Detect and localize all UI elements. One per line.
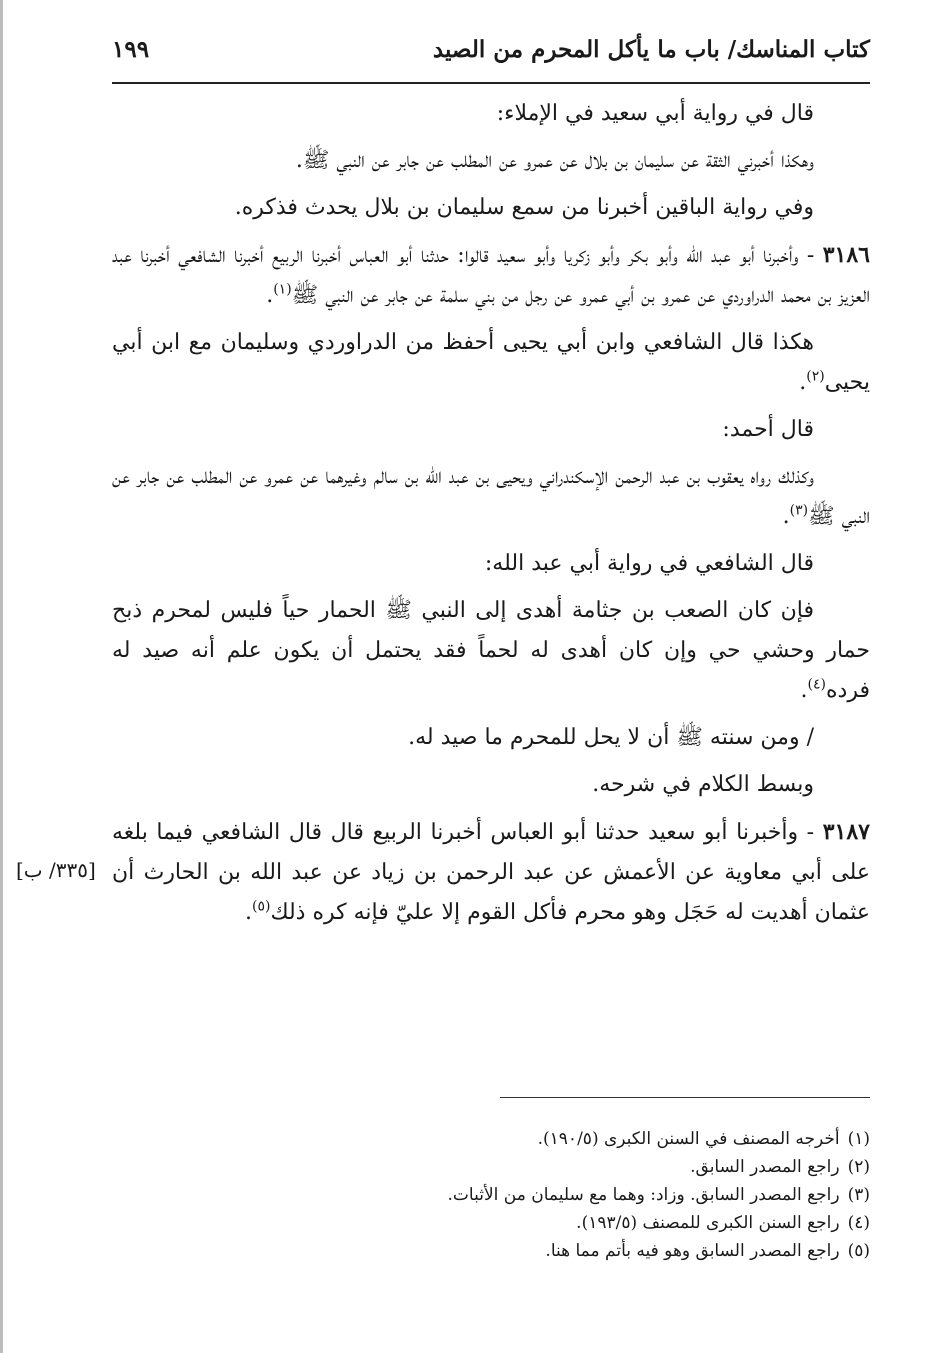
paragraph-9-text: فإن كان الصعب بن جثامة أهدى إلى النبي ﷺ الحمار حياً فليس لمحرم ذبح حمار وحشي حي وإن كان أهدى له لحماً فقد يحتمل أن يكون علم أنه صيد له فرده	[112, 598, 870, 703]
paragraph-6	[112, 410, 870, 450]
header-rule	[112, 82, 870, 84]
main-text	[112, 94, 870, 940]
footnote-number: (١)	[847, 1129, 870, 1149]
paragraph-7: وكذلك رواه يعقوب بن عبد الرحمن الإسكندراني ويحيى بن عبد الله بن سالم وغيرهما عن عمرو عن المطلب عن جابر عن النبي ﷺ$^{(٣)}$.	[112, 464, 870, 529]
hadith-3186: ٣١٨٦ - وأخبرنا أبو عبد الله وأبو بكر وأبو زكريا وأبو سعيد قالوا: حدثنا أبو العباس أخبرنا الربيع أخبرنا الشافعي أخبرنا عبد العزيز بن محمد الدراوردي عن عمرو بن أبي عمرو عن رجل من بني سلمة عن جابر عن النبي ﷺ$^{(١)}$.	[112, 242, 870, 308]
paragraph-5: هكذا قال الشافعي وابن أبي يحيى أحفظ من الدراوردي وسليمان مع ابن أبي يحيى$^{(٢)}$.	[112, 330, 870, 395]
footnotes	[112, 1126, 870, 1266]
paragraph-9: فإن كان الصعب بن جثامة أهدى إلى النبي ﷺ الحمار حياً فليس لمحرم ذبح حمار وحشي حي وإن كان أهدى له لحماً فقد يحتمل أن يكون علم أنه صيد له فرده$^{(٤)}$.	[112, 598, 870, 703]
paragraph-5-text: هكذا قال الشافعي وابن أبي يحيى أحفظ من الدراوردي وسليمان مع ابن أبي يحيى	[112, 330, 870, 395]
paragraph-2-text: وهكذا أخبرني الثقة عن سليمان بن بلال عن عمرو عن المطلب عن جابر عن النبي ﷺ.	[295, 148, 814, 173]
paragraph-1-text: قال في رواية أبي سعيد في الإملاء:	[496, 101, 814, 126]
paragraph-8	[112, 544, 870, 584]
footnote-number: (٤)	[847, 1213, 870, 1233]
footnote-text: راجع المصدر السابق وهو فيه بأتم مما هنا.	[545, 1241, 840, 1261]
running-header	[112, 30, 870, 70]
footnote-ref-4[interactable]: (٤)	[807, 676, 827, 693]
footnote-rule	[500, 1097, 870, 1098]
hadith-3187-text: - وأخبرنا أبو سعيد حدثنا أبو العباس أخبرنا الربيع قال قال الشافعي فيما بلغه على أبي معاوية عن الأعمش عن عبد الرحمن بن زياد عن عبد الله بن الحارث أن عثمان أهديت له حَجَل وهو محرم فأكل القوم إلا عليّ فإنه كره ذلك	[112, 820, 870, 925]
paragraph-8-text: قال الشافعي في رواية أبي عبد الله:	[484, 551, 814, 576]
footnote-text: راجع المصدر السابق. وزاد: وهما مع سليمان من الأثبات.	[447, 1185, 840, 1205]
paragraph-3	[112, 188, 870, 228]
paragraph-1	[112, 94, 870, 134]
footnote-3	[112, 1182, 870, 1208]
paragraph-11	[112, 765, 870, 805]
manuscript-folio-marker: [٣٣٥/ ب]	[16, 858, 96, 882]
paragraph-10	[112, 718, 870, 758]
footnote-ref-3[interactable]: (٣)	[789, 502, 809, 519]
hadith-number: ٣١٨٧	[822, 819, 870, 845]
paragraph-6-text: قال أحمد:	[722, 417, 814, 442]
footnote-ref-1[interactable]: (١)	[273, 281, 292, 298]
footnote-text: راجع المصدر السابق.	[690, 1157, 840, 1177]
hadith-number: ٣١٨٦	[822, 242, 870, 268]
footnote-text: راجع السنن الكبرى للمصنف (١٩٣/٥).	[576, 1213, 840, 1233]
paragraph-7-text: وكذلك رواه يعقوب بن عبد الرحمن الإسكندراني ويحيى بن عبد الله بن سالم وغيرهما عن عمرو عن المطلب عن جابر عن النبي ﷺ	[112, 464, 870, 529]
paragraph-11-text: وبسط الكلام في شرحه.	[592, 772, 814, 797]
footnote-ref-5[interactable]: (٥)	[251, 898, 271, 915]
footnote-5	[112, 1238, 870, 1264]
paragraph-10-text: / ومن سنته ﷺ أن لا يحل للمحرم ما صيد له.	[408, 725, 814, 750]
footnote-2	[112, 1154, 870, 1180]
hadith-3187: ٣١٨٧ - وأخبرنا أبو سعيد حدثنا أبو العباس أخبرنا الربيع قال قال الشافعي فيما بلغه على أبي معاوية عن الأعمش عن عبد الرحمن بن زياد عن عبد الله بن الحارث أن عثمان أهديت له حَجَل وهو محرم فأكل القوم إلا عليّ فإنه كره ذلك$^{(٥)}$.	[112, 819, 870, 925]
page-number: ١٩٩	[112, 36, 150, 63]
footnote-ref-2[interactable]: (٢)	[806, 368, 825, 385]
running-header-title: كتاب المناسك/ باب ما يأكل المحرم من الصيد	[432, 36, 870, 63]
footnote-text: أخرجه المصنف في السنن الكبرى (١٩٠/٥).	[537, 1129, 840, 1149]
paragraph-2	[112, 141, 870, 181]
footnote-number: (٢)	[847, 1157, 870, 1177]
scan-edge	[0, 0, 3, 1353]
footnote-number: (٥)	[847, 1241, 870, 1261]
hadith-3186-text: - وأخبرنا أبو عبد الله وأبو بكر وأبو زكريا وأبو سعيد قالوا: حدثنا أبو العباس أخبرنا الربيع أخبرنا الشافعي أخبرنا عبد العزيز بن محمد الدراوردي عن عمرو بن أبي عمرو عن رجل من بني سلمة عن جابر عن النبي ﷺ	[112, 243, 870, 308]
footnote-4	[112, 1210, 870, 1236]
paragraph-3-text: وفي رواية الباقين أخبرنا من سمع سليمان بن بلال يحدث فذكره.	[234, 195, 814, 220]
footnote-1	[112, 1126, 870, 1152]
footnote-number: (٣)	[847, 1185, 870, 1205]
